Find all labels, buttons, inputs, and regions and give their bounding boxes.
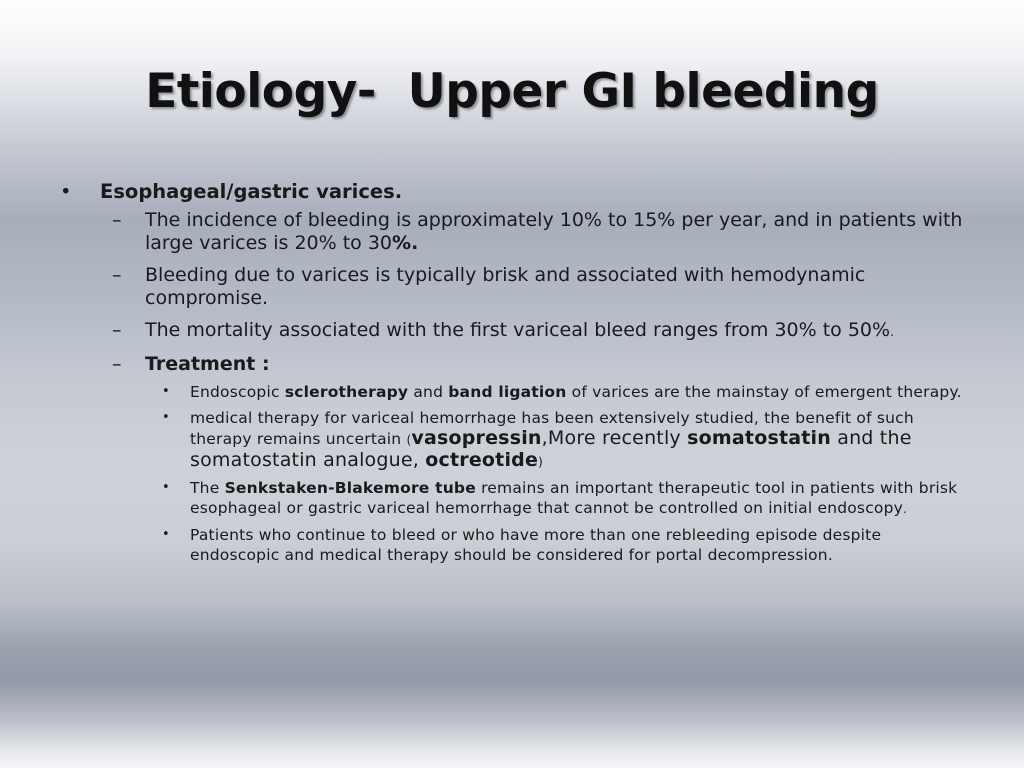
text-run-senkstaken-blakemore: Senkstaken-Blakemore tube: [224, 479, 476, 498]
text-run: More recently: [547, 427, 688, 450]
dash-icon: –: [112, 353, 122, 376]
sub-bullet-text: Treatment :: [145, 353, 270, 376]
text-run-paren: ): [538, 455, 543, 470]
sub-bullet-incidence: [58, 209, 968, 255]
text-run: Patients who continue to bleed or who have more than one rebleeding episode despite endoscopic and medical therapy should be considered for portal decompression.: [190, 526, 882, 565]
slide-title: Etiology- Upper GI bleeding: [145, 64, 879, 119]
text-run: Endoscopic: [190, 383, 285, 402]
text-run-vasopressin: vasopressin: [411, 427, 542, 450]
text-run: and the somatostatin analogue,: [190, 427, 912, 472]
sub-bullet-brisk: [58, 264, 968, 310]
bullet-icon: •: [162, 480, 170, 496]
text-run-somatostatin: somatostatin: [687, 427, 831, 450]
treatment-item-senkstaken: [58, 478, 968, 519]
sub-bullet-text-period: .: [890, 325, 894, 340]
text-run: remains an important therapeutic tool in patients with brisk esophageal or gastric variceal hemorrhage that cannot be controlled on initial endoscopy: [190, 479, 958, 518]
text-run-period: .: [903, 502, 908, 517]
bullet-icon: •: [162, 384, 170, 400]
sub-bullet-text: Bleeding due to varices is typically brisk and associated with hemodynamic compromise.: [145, 264, 866, 310]
sub-bullet-treatment: [58, 353, 968, 376]
text-run: of varices are the mainstay of emergent therapy.: [566, 383, 962, 402]
text-run-sclerotherapy: sclerotherapy: [284, 383, 409, 402]
bullet-icon: •: [162, 527, 170, 543]
sub-bullet-text: The incidence of bleeding is approximately 10% to 15% per year, and in patients with large varices is 20% to 30: [145, 209, 963, 255]
dash-icon: –: [112, 264, 122, 287]
text-run: and: [408, 383, 449, 402]
sub-bullet-text-bold: %.: [392, 232, 419, 255]
bullet-icon: •: [162, 410, 170, 426]
text-run-band-ligation: band ligation: [448, 383, 567, 402]
treatment-item-portal-decompression: [58, 525, 968, 565]
dash-icon: –: [112, 209, 122, 232]
treatment-item-endoscopic: [58, 382, 968, 402]
text-run: medical therapy for variceal hemorrhage has been extensively studied, the benefit of such therapy remains uncertain: [190, 409, 914, 449]
text-run: ,: [541, 427, 548, 450]
bullet-text: Esophageal/gastric varices.: [100, 180, 403, 203]
bullet-esophageal-varices: [58, 180, 968, 203]
treatment-item-medical: [58, 408, 968, 472]
slide-content: [58, 180, 968, 571]
bullet-icon: •: [60, 180, 72, 203]
text-run-octreotide: octreotide: [425, 449, 539, 472]
sub-bullet-text: The mortality associated with the first variceal bleed ranges from 30% to 50%: [145, 319, 891, 342]
sub-bullet-mortality: [58, 319, 968, 344]
dash-icon: –: [112, 319, 122, 342]
text-run-paren: (: [406, 433, 412, 448]
text-run: The: [190, 479, 225, 498]
